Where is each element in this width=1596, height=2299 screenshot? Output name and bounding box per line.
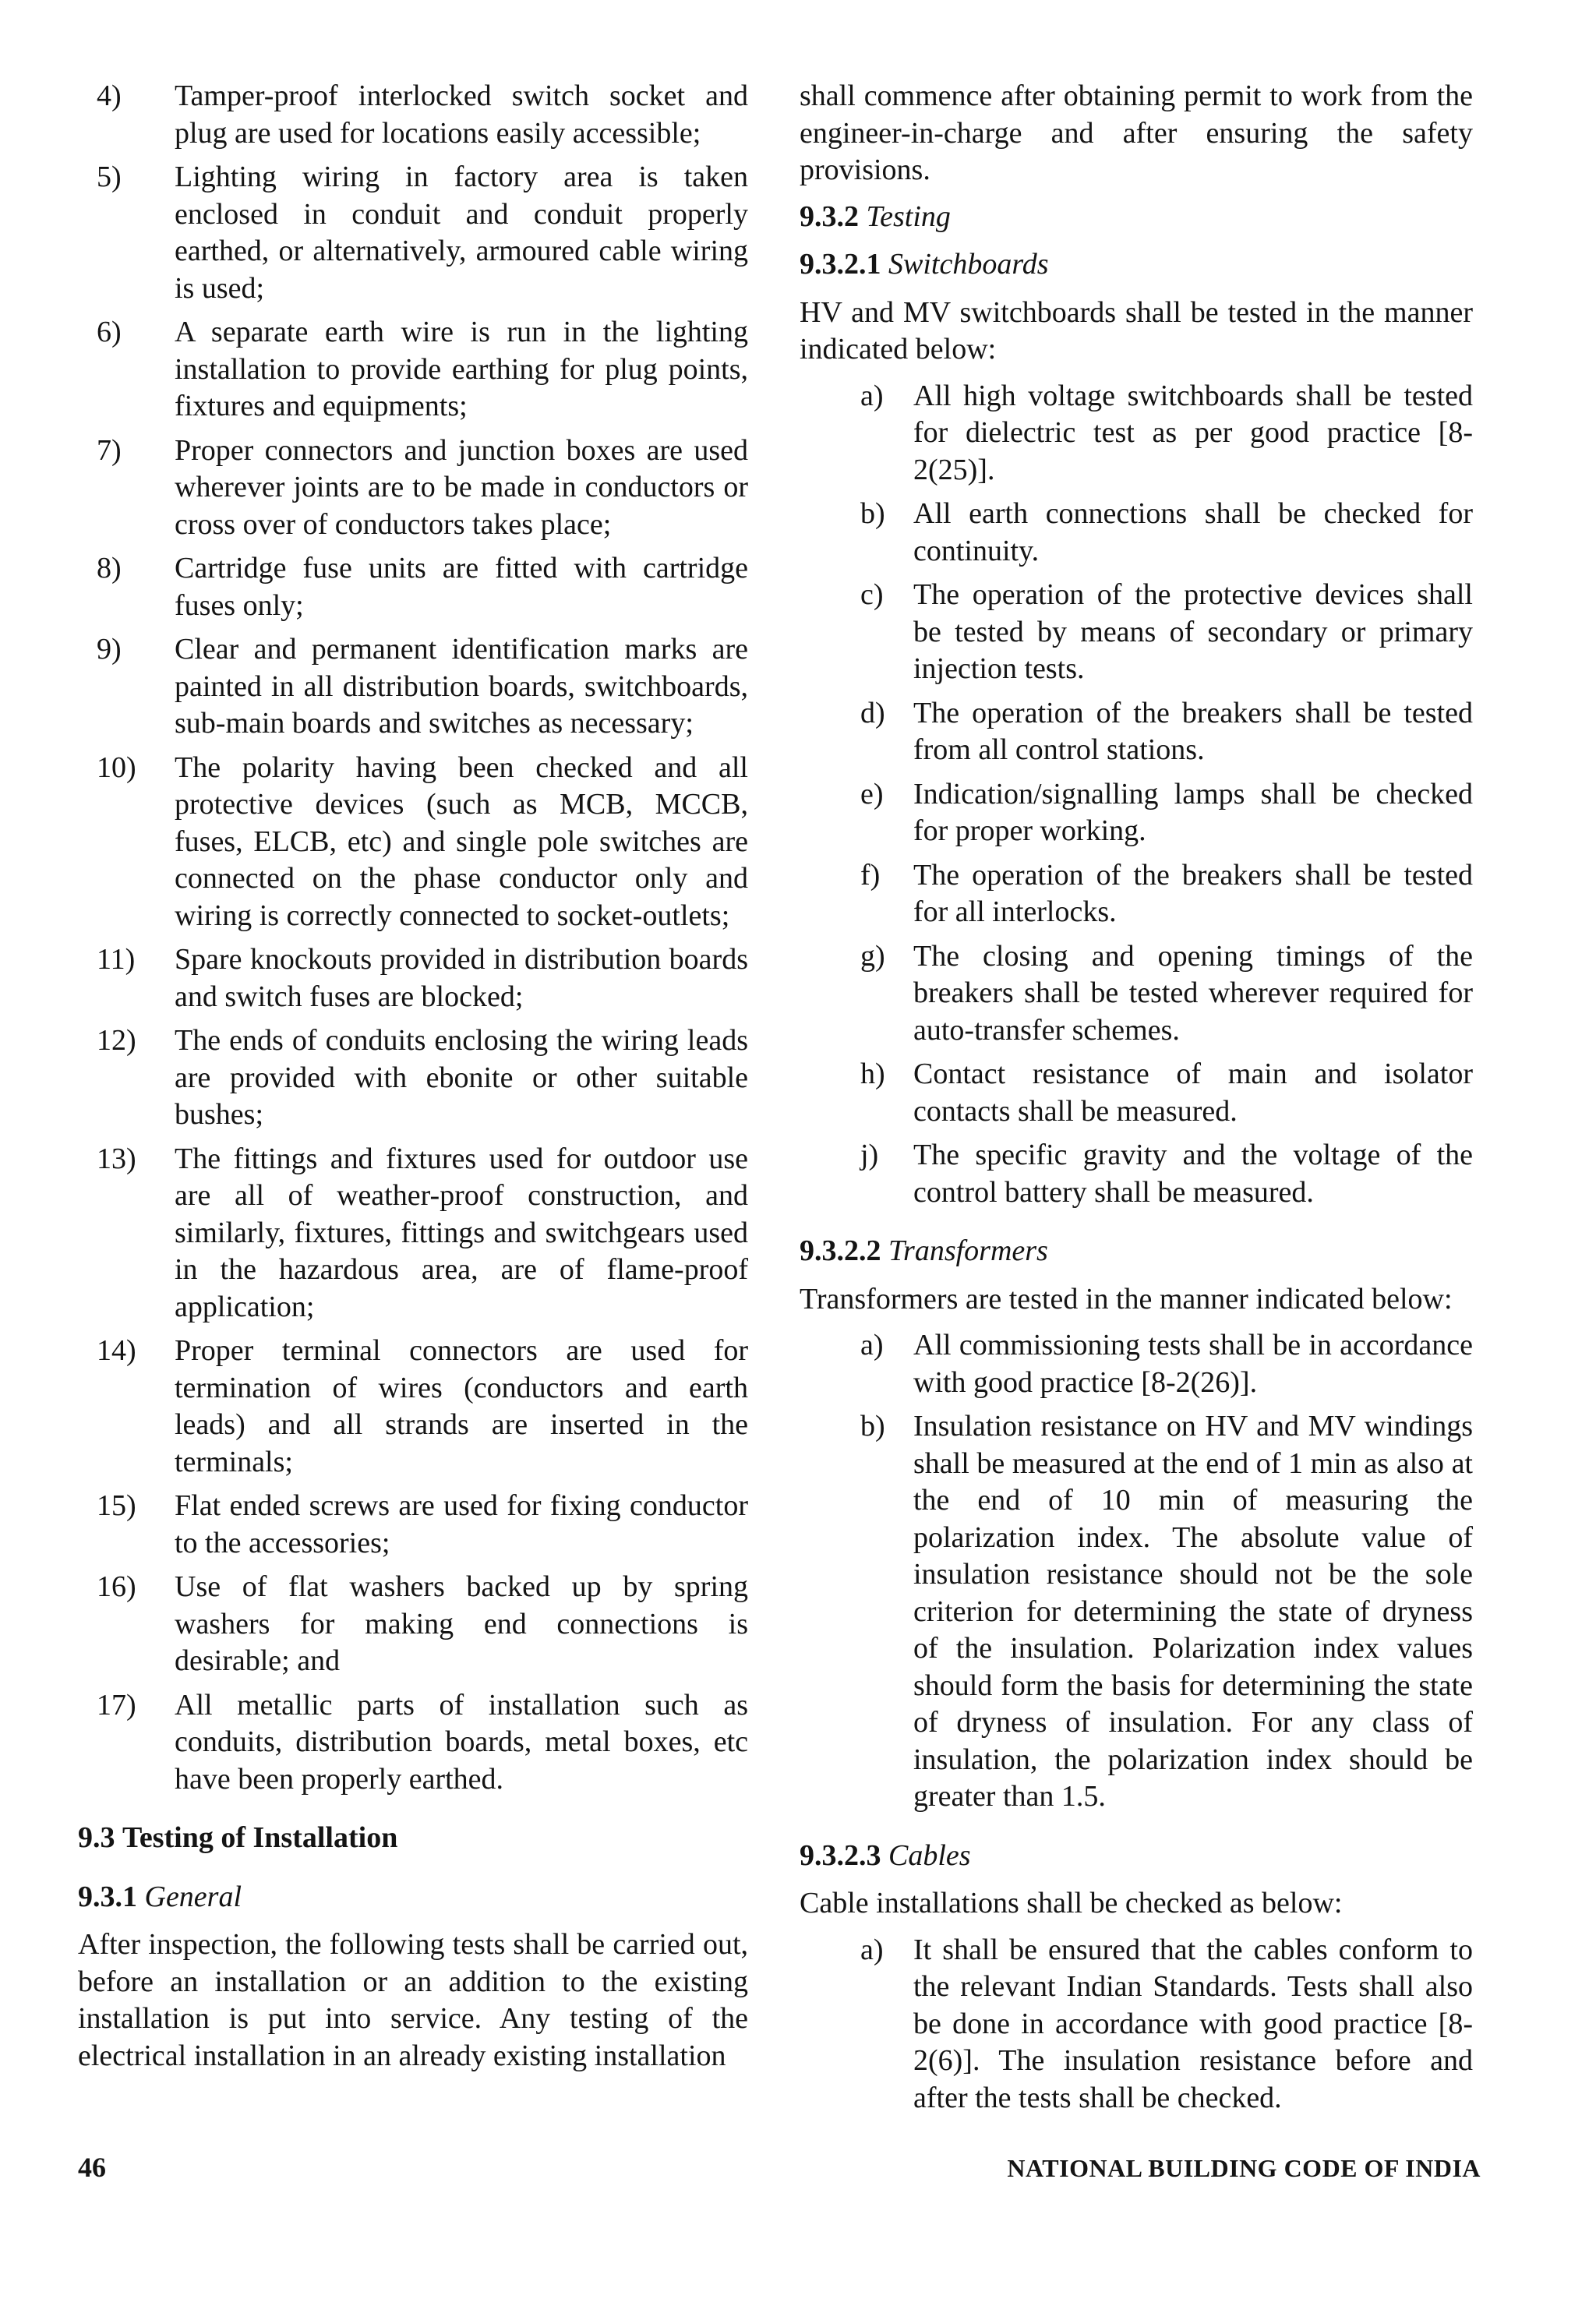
list-item [78, 1569, 748, 1680]
paragraph-cables: Cable installations shall be checked as below: [800, 1887, 1343, 1919]
item-number: 9) [97, 633, 122, 666]
list-item [800, 695, 1473, 769]
item-text: The polarity having been checked and all protective devices (such as MCB, MCCB, fuses, ELCB, etc) and single pole switches are connected on the phase conductor only and wiring is correctly connected to socket-outlets; [175, 750, 748, 932]
list-item [800, 1137, 1473, 1211]
list-item [78, 433, 748, 544]
list-item [78, 550, 748, 624]
list-item [78, 750, 748, 935]
section-heading-9-3-1 [78, 1879, 748, 1916]
list-item [78, 159, 748, 307]
item-text: Use of flat washers backed up by spring washers for making end connections is desirable; and [175, 1570, 748, 1677]
item-text: All earth connections shall be checked for continuity. [913, 497, 1473, 567]
item-text: Spare knockouts provided in distribution boards and switch fuses are blocked; [175, 943, 748, 1013]
item-text: The fittings and fixtures used for outdoor use are all of weather-proof construction, and similarly, fixtures, fittings and switchgears used in the hazardous area, are of flame-proof application; [175, 1142, 748, 1323]
item-number: 13) [97, 1142, 136, 1175]
item-number: 7) [97, 433, 122, 467]
item-letter: b) [860, 497, 885, 530]
item-number: 12) [97, 1024, 136, 1057]
section-number: 9.3 [78, 1821, 115, 1854]
section-title: Cables [888, 1838, 971, 1872]
list-item [800, 938, 1473, 1050]
list-item [78, 78, 748, 152]
item-letter: f) [860, 858, 881, 892]
item-text: Flat ended screws are used for fixing conductor to the accessories; [175, 1489, 748, 1559]
item-letter: b) [860, 1410, 885, 1443]
section-heading-9-3-2 [800, 199, 1473, 236]
item-letter: d) [860, 696, 885, 729]
section-title: Testing [866, 200, 951, 233]
section-number: 9.3.2 [800, 200, 859, 233]
item-letter: e) [860, 777, 884, 810]
item-text: The specific gravity and the voltage of the control battery shall be measured. [913, 1139, 1473, 1209]
item-text: Contact resistance of main and isolator contacts shall be measured. [913, 1058, 1473, 1128]
list-item [78, 1488, 748, 1562]
item-number: 5) [97, 161, 122, 193]
item-text: All high voltage switchboards shall be tested for dielectric test as per good practice [8-2(25)]. [913, 379, 1473, 486]
item-text: Proper connectors and junction boxes are used wherever joints are to be made in conductors or cross over of conductors takes place; [175, 433, 748, 541]
list-item [78, 1141, 748, 1326]
item-text: Indication/signalling lamps shall be checked for proper working. [913, 777, 1473, 847]
item-text: The operation of the breakers shall be tested for all interlocks. [913, 858, 1473, 928]
list-item [78, 1333, 748, 1481]
paragraph-general: After inspection, the following tests shall be carried out, before an installation or an addition to the existing installation is put into service. Any testing of the electrical installation in an already existing installation [78, 1928, 748, 2072]
section-heading-9-3-2-1 [800, 246, 1473, 284]
section-title: Testing of Installation [122, 1821, 398, 1854]
item-text: A separate earth wire is run in the lighting installation to provide earthing for plug points, fixtures and equipments; [175, 316, 748, 422]
item-letter: g) [860, 939, 885, 973]
item-number: 10) [97, 750, 136, 784]
running-title: NATIONAL BUILDING CODE OF INDIA [1007, 2154, 1481, 2182]
paragraph-transformers: Transformers are tested in the manner indicated below: [800, 1282, 1453, 1315]
item-text: The ends of conduits enclosing the wiring leads are provided with ebonite or other suitable bushes; [175, 1024, 748, 1131]
item-letter: a) [860, 1933, 884, 1966]
item-number: 17) [97, 1688, 136, 1722]
item-text: All commissioning tests shall be in accordance with good practice [8-2(26)]. [913, 1329, 1473, 1399]
item-text: Lighting wiring in factory area is taken enclosed in conduit and conduit properly earthed, or alternatively, armoured cable wiring is used; [175, 161, 748, 305]
item-text: It shall be ensured that the cables conform to the relevant Indian Standards. Tests shall also be done in accordance with good practice [8-2(6)]. The insulation resistance before and after the tests shall be checked. [913, 1933, 1473, 2114]
section-number: 9.3.2.2 [800, 1234, 881, 1267]
list-item [800, 1056, 1473, 1130]
item-text: Clear and permanent identification marks are painted in all distribution boards, switchboards, sub-main boards and switches as necessary; [175, 633, 748, 740]
item-number: 8) [97, 552, 122, 584]
page-number: 46 [78, 2152, 106, 2183]
item-letter: j) [860, 1139, 879, 1171]
paragraph-continued: shall commence after obtaining permit to work from the engineer-in-charge and after ensuring the safety provisions. [800, 79, 1473, 186]
section-number: 9.3.2.1 [800, 248, 881, 281]
item-text: Cartridge fuse units are fitted with cartridge fuses only; [175, 552, 748, 622]
list-item [78, 1687, 748, 1799]
list-item [800, 1408, 1473, 1816]
paragraph-switchboards: HV and MV switchboards shall be tested in the manner indicated below: [800, 295, 1473, 366]
section-heading-9-3-2-3 [800, 1838, 1473, 1875]
section-title: General [144, 1880, 242, 1913]
section-number: 9.3.1 [78, 1880, 137, 1913]
list-item [800, 1327, 1473, 1401]
item-text: Tamper-proof interlocked switch socket and plug are used for locations easily accessible; [175, 79, 748, 150]
item-number: 6) [97, 316, 122, 348]
list-item [78, 1022, 748, 1134]
list-item [78, 941, 748, 1015]
list-item [800, 577, 1473, 688]
list-item [78, 314, 748, 426]
item-letter: a) [860, 379, 884, 412]
list-item [800, 857, 1473, 931]
item-letter: a) [860, 1329, 884, 1361]
item-number: 16) [97, 1570, 136, 1603]
section-title: Transformers [888, 1234, 1048, 1267]
section-number: 9.3.2.3 [800, 1838, 881, 1872]
item-text: Insulation resistance on HV and MV windings shall be measured at the end of 1 min as also at the end of 10 min of measuring the polarization index. The absolute value of insulation resistance should not be the sole criterion for determining the state of dryness of the insulation. Polarization index values should form the basis for determining the state of dryness of insulation. For any class of insulation, the polarization index should be greater than 1.5. [913, 1410, 1473, 1813]
section-heading-9-3-2-2 [800, 1233, 1473, 1270]
list-item [800, 378, 1473, 489]
item-text: The closing and opening timings of the breakers shall be tested wherever required for auto-transfer schemes. [913, 939, 1473, 1047]
item-text: Proper terminal connectors are used for termination of wires (conductors and earth leads) and all strands are inserted in the terminals; [175, 1334, 748, 1478]
item-text: All metallic parts of installation such as conduits, distribution boards, metal boxes, etc have been properly earthed. [175, 1688, 748, 1796]
list-item [800, 1932, 1473, 2117]
item-number: 14) [97, 1334, 136, 1367]
item-letter: h) [860, 1058, 885, 1090]
item-number: 15) [97, 1489, 136, 1522]
item-number: 4) [97, 79, 122, 112]
list-item [78, 631, 748, 743]
list-item [800, 776, 1473, 850]
list-item [800, 496, 1473, 570]
item-letter: c) [860, 578, 884, 611]
right-column [800, 78, 1473, 2124]
section-title: Switchboards [888, 248, 1049, 281]
item-text: The operation of the protective devices shall be tested by means of secondary or primary injection tests. [913, 578, 1473, 685]
item-text: The operation of the breakers shall be tested from all control stations. [913, 696, 1473, 766]
item-number: 11) [97, 943, 136, 976]
section-heading-9-3 [78, 1820, 748, 1857]
left-column [78, 78, 748, 2084]
